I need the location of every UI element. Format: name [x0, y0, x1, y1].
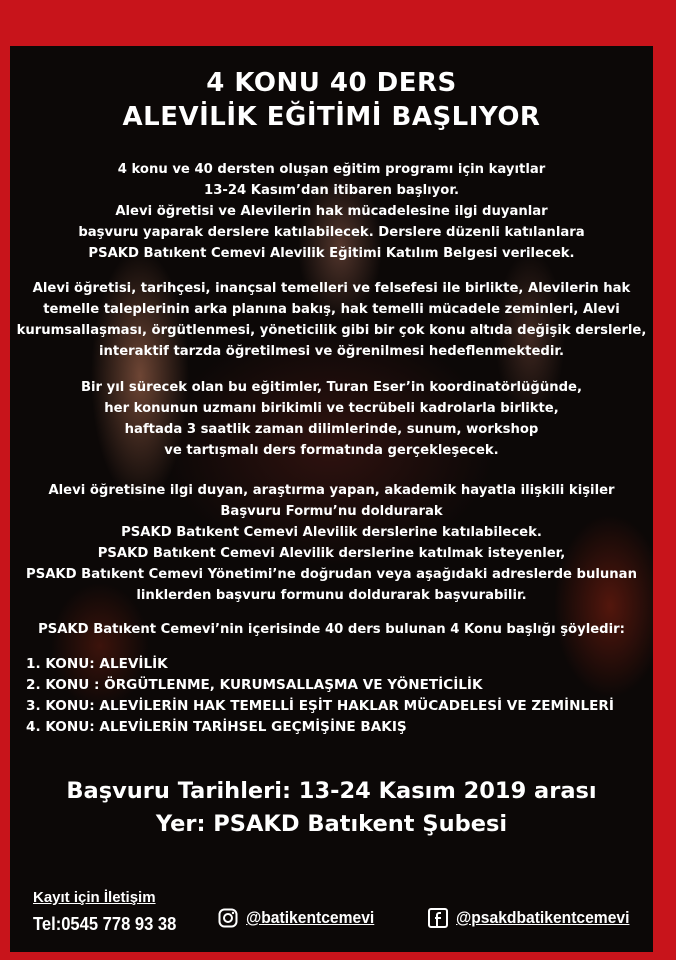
facebook-icon — [428, 908, 448, 928]
text-line: Başvuru Formu’nu doldurarak — [220, 504, 443, 519]
text-line: 13-24 Kasım’dan itibaren başlıyor. — [204, 183, 459, 198]
list-item: 3. KONU: ALEVİLERİN HAK TEMELLİ EŞİT HAKLAR MÜCADELESİ VE ZEMİNLERİ — [26, 698, 614, 714]
text-line: Alevi öğretisine ilgi duyan, araştırma yapan, akademik hayatla ilişkili kişiler — [48, 483, 615, 498]
paragraph-4 — [10, 480, 653, 606]
list-item: 2. KONU : ÖRGÜTLENME, KURUMSALLAŞMA VE YÖNETİCİLİK — [26, 677, 483, 693]
list-item: 4. KONU: ALEVİLERİN TARİHSEL GEÇMİŞİNE BAKIŞ — [26, 719, 407, 735]
text-line: linklerden başvuru formunu doldurarak başvurabilir. — [136, 588, 527, 603]
topics-list — [26, 654, 614, 738]
text-line: ve tartışmalı ders formatında gerçekleşecek. — [164, 443, 499, 458]
text-line: PSAKD Batıkent Cemevi Alevilik derslerine katılabilecek. — [121, 525, 542, 540]
facebook-handle[interactable]: @psakdbatikentcemevi — [456, 908, 630, 927]
poster — [10, 46, 653, 952]
text-line: PSAKD Batıkent Cemevi Yönetimi’ne doğrudan veya aşağıdaki adreslerde bulunan — [26, 567, 637, 582]
text-line: kurumsallaşması, örgütlenmesi, yöneticilik gibi bir çok konu altıda değişik derslerle, — [16, 323, 647, 338]
text-line: 4 konu ve 40 dersten oluşan eğitim programı için kayıtlar — [117, 162, 546, 177]
title-line-1: 4 KONU 40 DERS — [206, 68, 457, 98]
text-line: PSAKD Batıkent Cemevi Alevilik Eğitimi Katılım Belgesi verilecek. — [88, 246, 575, 261]
title-line-2: ALEVİLİK EĞİTİMİ BAŞLIYOR — [122, 102, 541, 132]
contact-phone[interactable]: Tel:0545 778 93 38 — [33, 914, 177, 934]
text-line: haftada 3 saatlik zaman dilimlerinde, sunum, workshop — [124, 422, 539, 437]
instagram-link[interactable] — [218, 908, 385, 928]
paragraph-2 — [10, 278, 653, 362]
list-item: 1. KONU: ALEVİLİK — [26, 656, 168, 672]
application-place: Yer: PSAKD Batıkent Şubesi — [155, 811, 508, 837]
text-line: Alevi öğretisi ve Alevilerin hak mücadelesine ilgi duyanlar — [115, 204, 548, 219]
instagram-icon — [218, 908, 238, 928]
facebook-link[interactable] — [428, 908, 645, 928]
text-line: her konunun uzmanı birikimli ve tecrübeli kadrolarla birlikte, — [104, 401, 559, 416]
text-line: Alevi öğretisi, tarihçesi, inançsal temelleri ve felsefesi ile birlikte, Alevilerin hak — [32, 281, 631, 296]
text-line: interaktif tarzda öğretilmesi ve öğrenilmesi hedeflenmektedir. — [98, 344, 564, 359]
paragraph-3 — [10, 377, 653, 461]
intro-paragraph — [10, 159, 653, 264]
topics-lead — [10, 619, 653, 640]
text-line: PSAKD Batıkent Cemevi Alevilik derslerine katılmak isteyenler, — [97, 546, 566, 561]
text-line: Bir yıl sürecek olan bu eğitimler, Turan Eser’in koordinatörlüğünde, — [80, 380, 583, 395]
text-line: PSAKD Batıkent Cemevi’nin içerisinde 40 ders bulunan 4 Konu başlığı şöyledir: — [38, 622, 625, 637]
application-dates: Başvuru Tarihleri: 13-24 Kasım 2019 arası — [66, 778, 597, 804]
text-line: başvuru yaparak derslere katılabilecek. Derslere düzenli katılanlara — [78, 225, 585, 240]
text-line: temelle taleplerinin arka planına bakış, hak temelli mücadele zeminleri, Alevi — [43, 302, 620, 317]
contact-label: Kayıt için İletişim — [33, 889, 156, 906]
instagram-handle[interactable]: @batikentcemevi — [246, 908, 375, 927]
